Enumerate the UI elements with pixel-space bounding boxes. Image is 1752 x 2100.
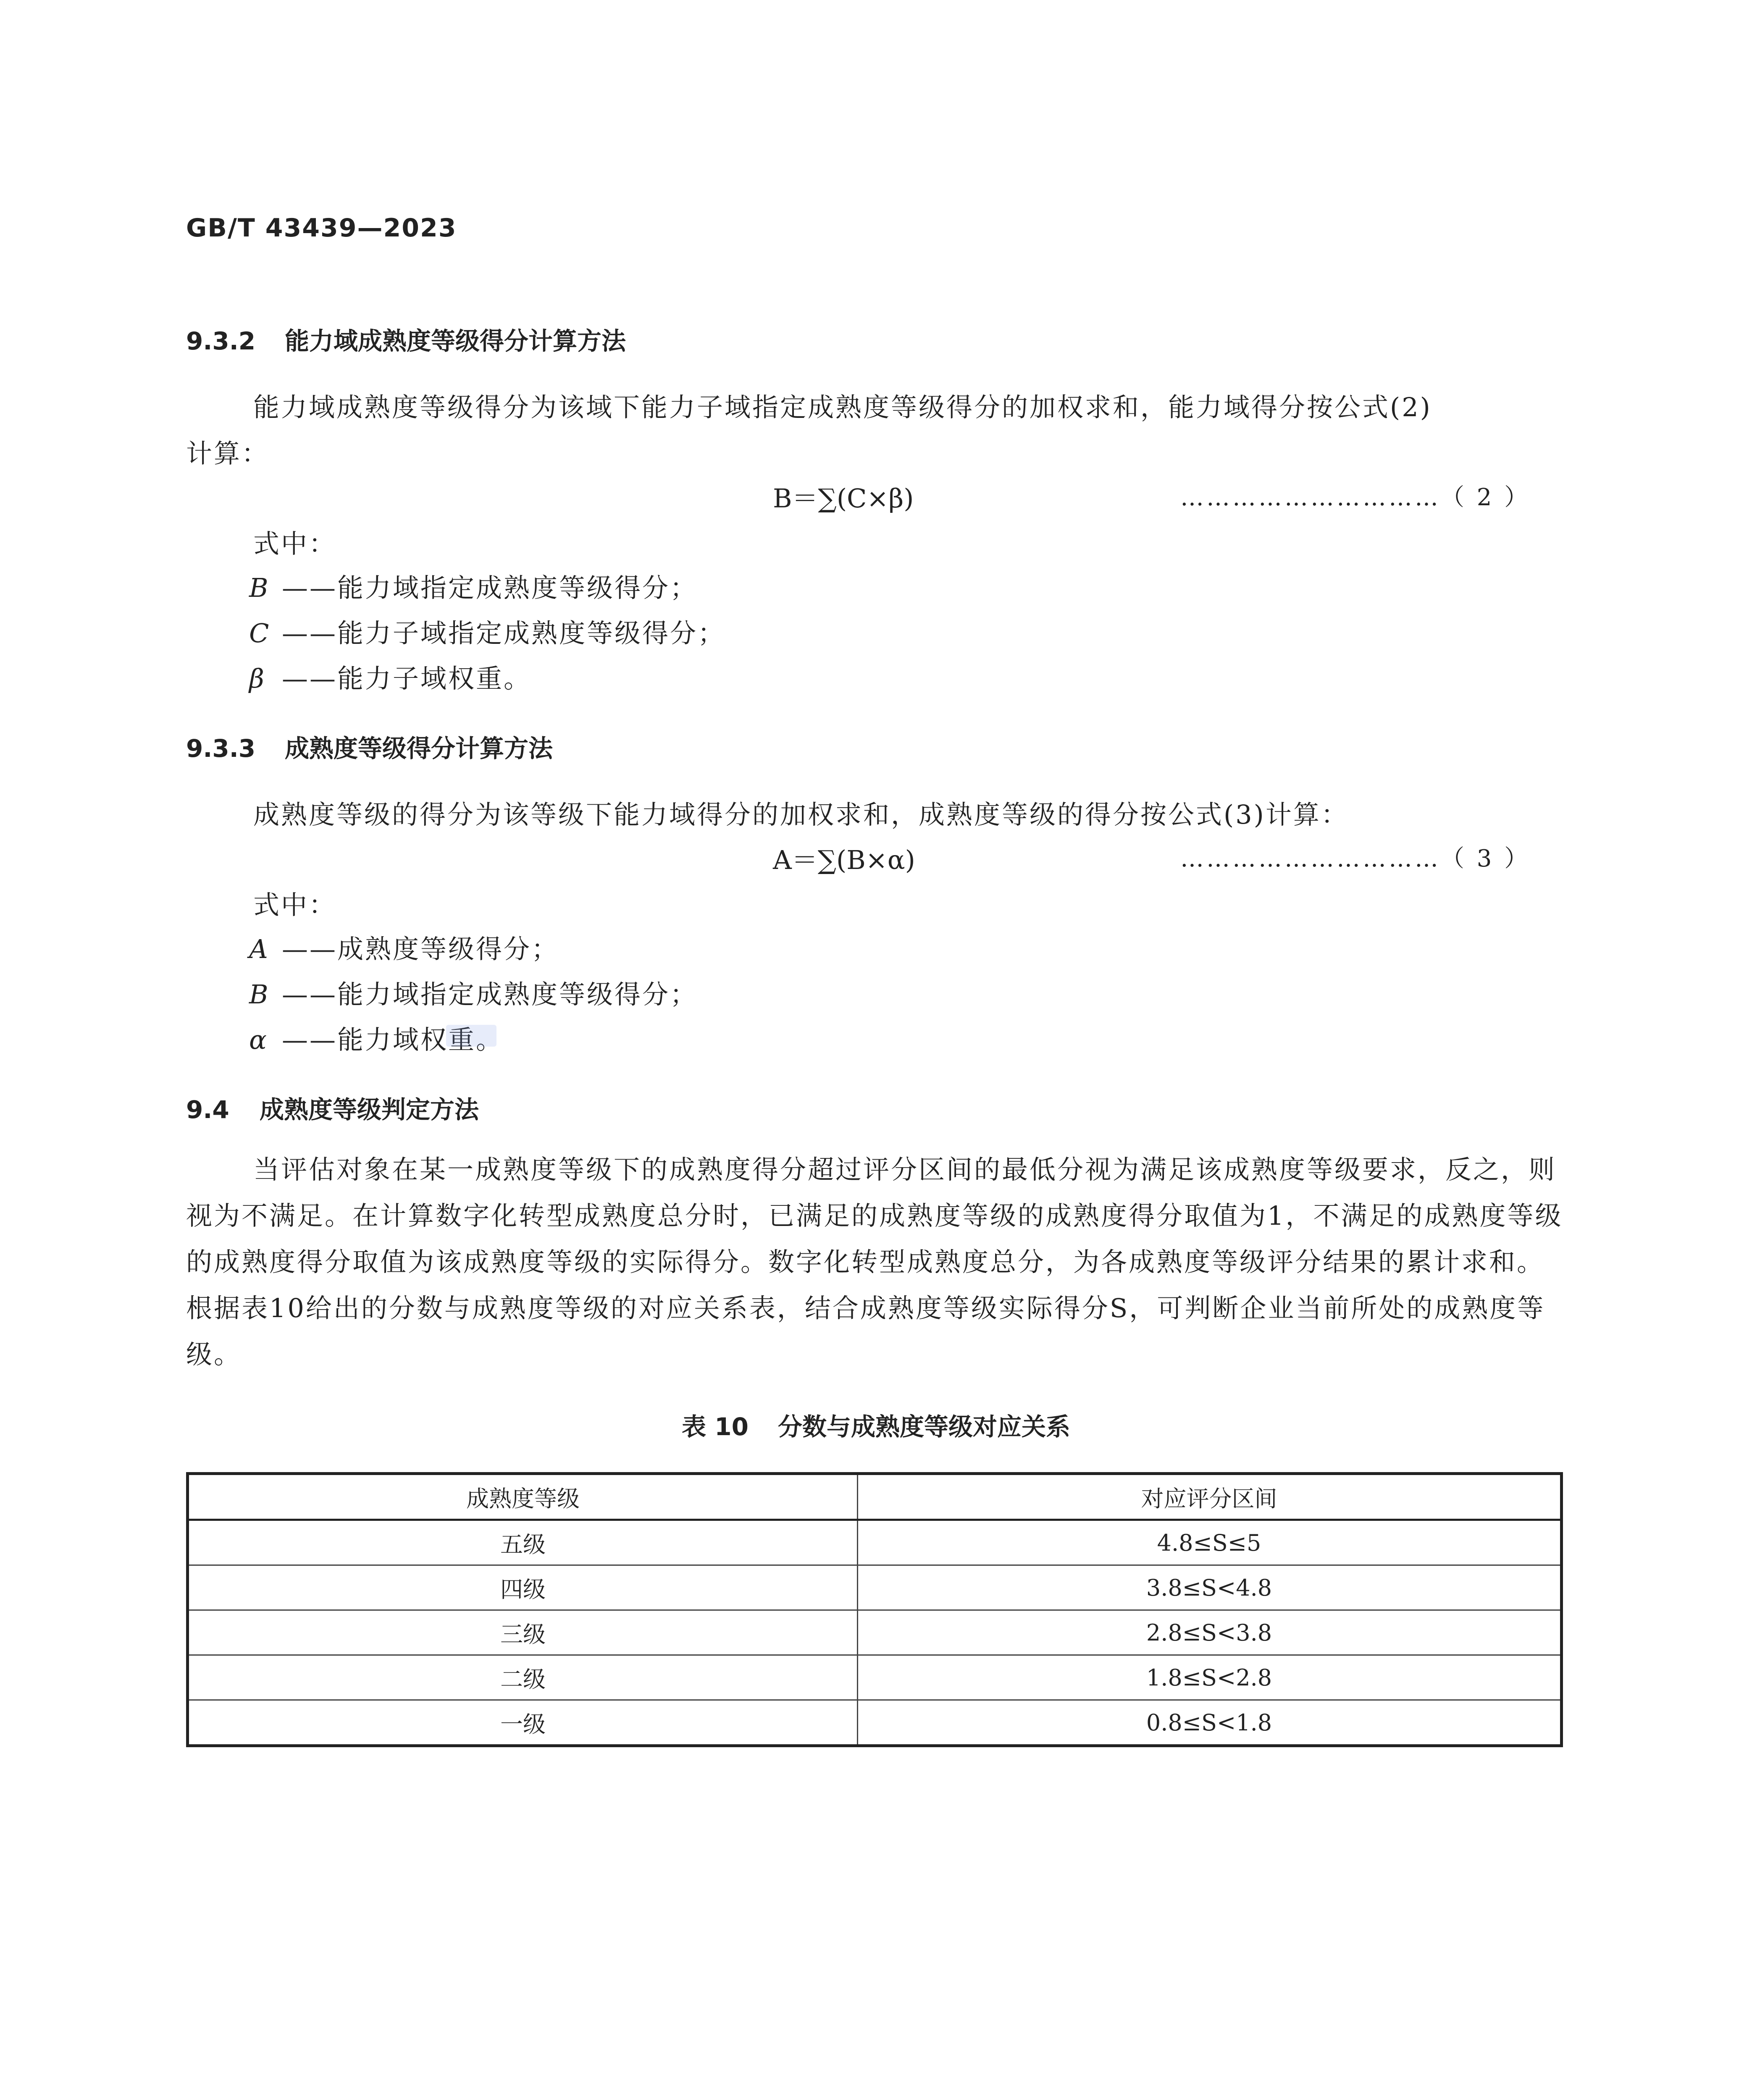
section-number: 9.4 bbox=[186, 1095, 229, 1124]
variable-symbol: α bbox=[249, 1024, 268, 1055]
equation-number-2: …………………………（ 2 ） bbox=[1180, 484, 1531, 511]
section-heading-9-3-3 bbox=[186, 729, 553, 764]
equation-number-3: …………………………（ 3 ） bbox=[1180, 845, 1531, 872]
table-header-cell: 成熟度等级 bbox=[188, 1474, 858, 1520]
table-cell: 四级 bbox=[188, 1565, 858, 1610]
table-row bbox=[188, 1700, 1562, 1746]
variable-description: ——能力子域指定成熟度等级得分； bbox=[282, 618, 726, 648]
table-cell: 4.8≤S≤5 bbox=[858, 1520, 1562, 1565]
variable-symbol: B bbox=[249, 979, 270, 1010]
section-number: 9.3.3 bbox=[186, 734, 256, 763]
variable-description: ——能力域指定成熟度等级得分； bbox=[282, 572, 698, 603]
table-header-cell: 对应评分区间 bbox=[858, 1474, 1562, 1520]
variable-symbol: A bbox=[249, 934, 270, 964]
paragraph-9-4: 当评估对象在某一成熟度等级下的成熟度得分超过评分区间的最低分视为满足该成熟度等级要求，反之，则视为不满足。在计算数字化转型成熟度总分时，已满足的成熟度等级的成熟度得分取值为1，不满足的成熟度等级的成熟度得分取值为该成熟度等级的实际得分。数字化转型成熟度总分，为各成熟度等级评分结果的累计求和。根据表10给出的分数与成熟度等级的对应关系表，结合成熟度等级实际得分S，可判断企业当前所处的成熟度等级。 bbox=[186, 1154, 1563, 1370]
variable-description: ——成熟度等级得分； bbox=[282, 934, 559, 964]
section-title: 成熟度等级得分计算方法 bbox=[285, 734, 553, 763]
variable-description: ——能力子域权重。 bbox=[282, 663, 532, 694]
variable-symbol: β bbox=[249, 663, 266, 694]
table-cell: 1.8≤S<2.8 bbox=[858, 1655, 1562, 1700]
table-cell: 0.8≤S<1.8 bbox=[858, 1700, 1562, 1746]
table-cell: 五级 bbox=[188, 1520, 858, 1565]
variable-definition bbox=[249, 567, 698, 604]
section-number: 9.3.2 bbox=[186, 327, 256, 355]
formula-2: B＝∑(C×β) bbox=[773, 483, 914, 514]
table-caption bbox=[0, 1407, 1752, 1442]
standard-code: GB/T 43439—2023 bbox=[186, 213, 457, 243]
table-cell: 一级 bbox=[188, 1700, 858, 1746]
paragraph-line: 能力域成熟度等级得分为该域下能力子域指定成熟度等级得分的加权求和，能力域得分按公式(2) bbox=[253, 392, 1432, 423]
section-title: 能力域成熟度等级得分计算方法 bbox=[285, 327, 626, 355]
section-title: 成熟度等级判定方法 bbox=[260, 1095, 479, 1124]
variable-description: ——能力域权重。 bbox=[282, 1024, 504, 1055]
table-cell: 2.8≤S<3.8 bbox=[858, 1610, 1562, 1655]
table-row bbox=[188, 1565, 1562, 1610]
variable-definition bbox=[249, 658, 531, 695]
table-row bbox=[188, 1520, 1562, 1565]
where-label: 式中： bbox=[253, 890, 337, 920]
variable-symbol: C bbox=[249, 618, 271, 648]
variable-symbol: B bbox=[249, 572, 270, 603]
formula-3: A＝∑(B×α) bbox=[773, 845, 915, 875]
watermark-smudge bbox=[446, 1025, 496, 1047]
variable-definition bbox=[249, 928, 559, 966]
table-header-row bbox=[188, 1474, 1562, 1520]
table-cell: 二级 bbox=[188, 1655, 858, 1700]
variable-definition bbox=[249, 974, 698, 1011]
variable-description: ——能力域指定成熟度等级得分； bbox=[282, 979, 698, 1010]
table-title: 分数与成熟度等级对应关系 bbox=[777, 1412, 1070, 1441]
table-cell: 3.8≤S<4.8 bbox=[858, 1565, 1562, 1610]
table-row bbox=[188, 1655, 1562, 1700]
variable-definition bbox=[249, 612, 725, 650]
table-cell: 三级 bbox=[188, 1610, 858, 1655]
paragraph-line: 成熟度等级的得分为该等级下能力域得分的加权求和，成熟度等级的得分按公式(3)计算： bbox=[253, 799, 1349, 830]
section-heading-9-3-2 bbox=[186, 321, 626, 357]
table-number: 表 10 bbox=[682, 1412, 749, 1441]
section-heading-9-4 bbox=[186, 1090, 479, 1125]
paragraph-line: 计算： bbox=[186, 438, 270, 469]
score-level-table bbox=[186, 1472, 1563, 1747]
table-row bbox=[188, 1610, 1562, 1655]
where-label: 式中： bbox=[253, 528, 337, 559]
